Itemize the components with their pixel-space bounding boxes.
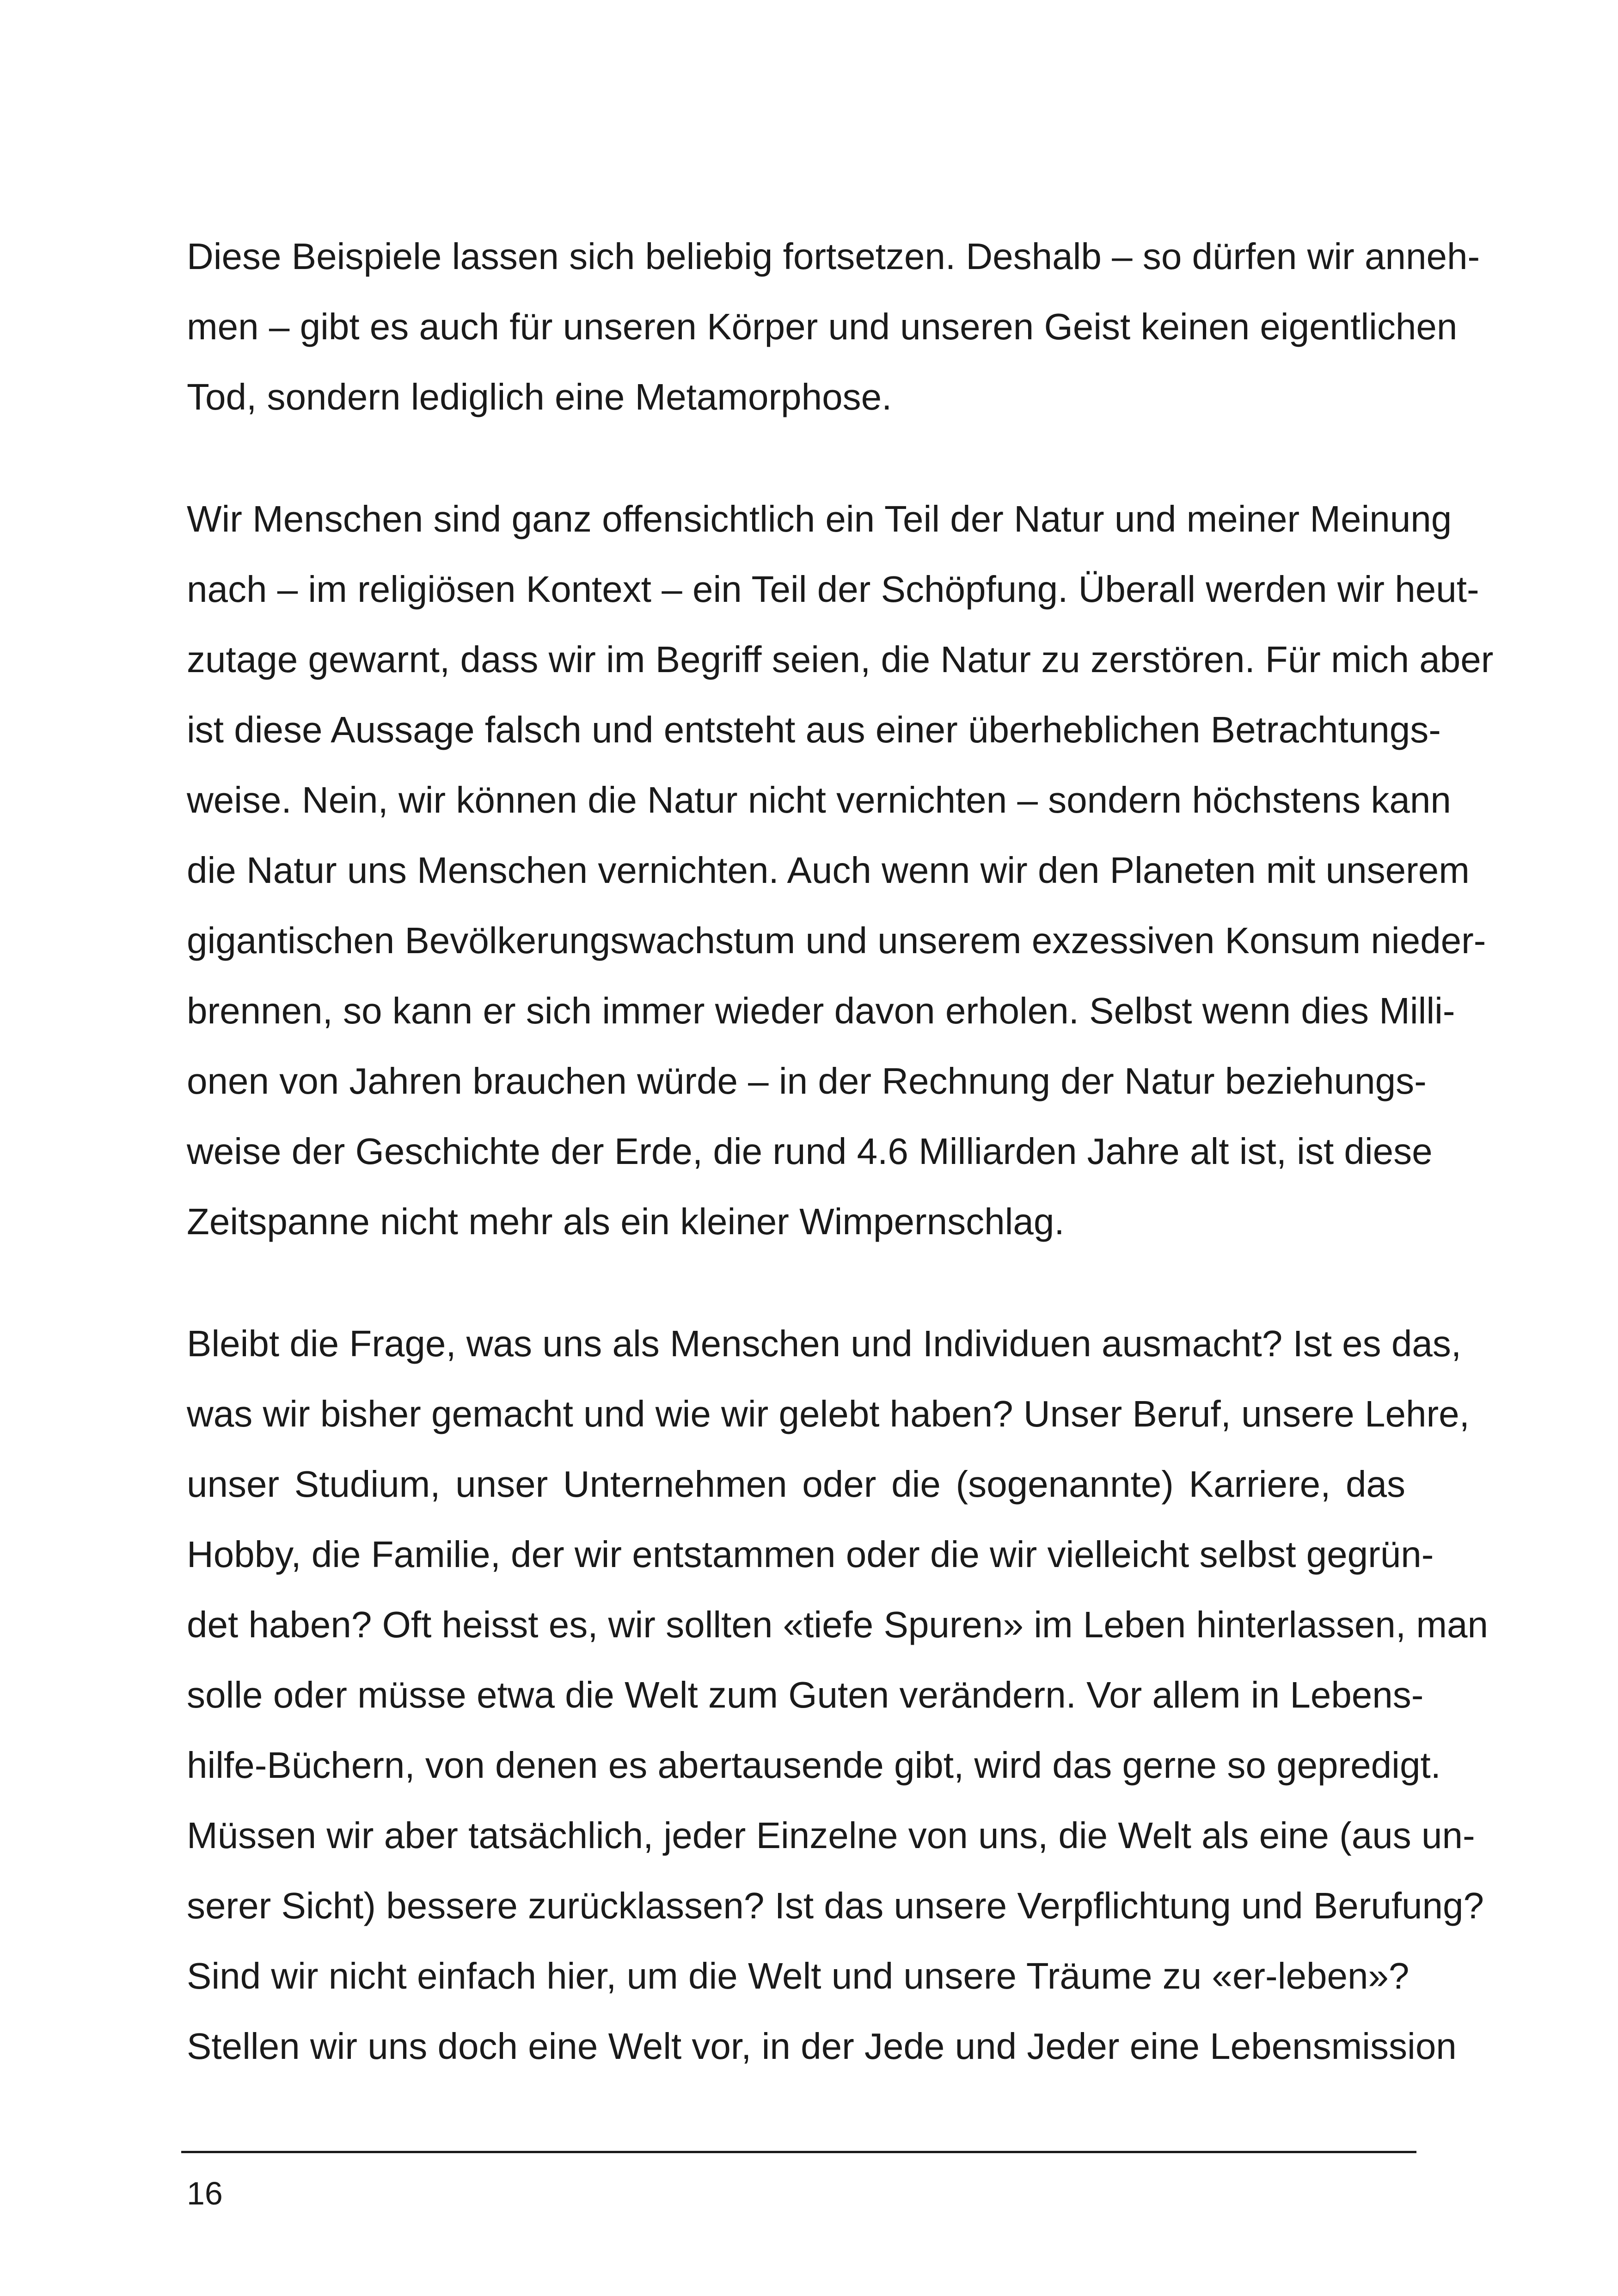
text-line: unser Studium, unser Unternehmen oder die (sogenannte) Karriere, das <box>187 1463 1405 1505</box>
text-line: Zeitspanne nicht mehr als ein kleiner Wimpernschlag. <box>187 1201 1065 1242</box>
text-line: Wir Menschen sind ganz offensichtlich ein Teil der Natur und meiner Meinung <box>187 498 1452 539</box>
text-line: ist diese Aussage falsch und entsteht aus einer überheblichen Betrachtungs- <box>187 709 1441 750</box>
text-line: weise der Geschichte der Erde, die rund 4.6 Milliarden Jahre alt ist, ist diese <box>187 1131 1433 1172</box>
text-line: Hobby, die Familie, der wir entstammen oder die wir vielleicht selbst gegrün- <box>187 1534 1434 1575</box>
text-line: weise. Nein, wir können die Natur nicht vernichten – sondern höchstens kann <box>187 779 1451 820</box>
text-line: Sind wir nicht einfach hier, um die Welt und unsere Träume zu «er-leben»? <box>187 1955 1410 1996</box>
text-line: solle oder müsse etwa die Welt zum Guten verändern. Vor allem in Lebens- <box>187 1674 1424 1715</box>
text-line: zutage gewarnt, dass wir im Begriff seien, die Natur zu zerstören. Für mich aber <box>187 639 1494 680</box>
paragraph-1 <box>187 233 1480 444</box>
text-line: Tod, sondern lediglich eine Metamorphose. <box>187 376 892 417</box>
text-line: die Natur uns Menschen vernichten. Auch wenn wir den Planeten mit unserem <box>187 850 1470 891</box>
text-line: men – gibt es auch für unseren Körper und unseren Geist keinen eigentlichen <box>187 306 1458 347</box>
page-number: 16 <box>187 2175 223 2211</box>
footer-rule <box>181 2151 1416 2153</box>
text-line: Diese Beispiele lassen sich beliebig fortsetzen. Deshalb – so dürfen wir anneh- <box>187 236 1480 277</box>
paragraph-3 <box>187 1321 1488 2094</box>
text-line: nach – im religiösen Kontext – ein Teil der Schöpfung. Überall werden wir heut- <box>187 569 1479 610</box>
text-line: hilfe-Büchern, von denen es abertausende gibt, wird das gerne so gepredigt. <box>187 1745 1441 1786</box>
text-line: onen von Jahren brauchen würde – in der Rechnung der Natur beziehungs- <box>187 1060 1427 1102</box>
text-line: gigantischen Bevölkerungswachstum und unserem exzessiven Konsum nieder- <box>187 920 1486 961</box>
text-line: det haben? Oft heisst es, wir sollten «tiefe Spuren» im Leben hinterlassen, man <box>187 1604 1488 1645</box>
text-line: serer Sicht) bessere zurücklassen? Ist das unsere Verpflichtung und Berufung? <box>187 1885 1484 1926</box>
text-line: Bleibt die Frage, was uns als Menschen und Individuen ausmacht? Ist es das, <box>187 1323 1462 1364</box>
text-line: was wir bisher gemacht und wie wir gelebt haben? Unser Beruf, unsere Lehre, <box>187 1393 1470 1434</box>
text-line: brennen, so kann er sich immer wieder davon erholen. Selbst wenn dies Milli- <box>187 990 1455 1031</box>
paragraph-2 <box>187 496 1494 1269</box>
text-line: Stellen wir uns doch eine Welt vor, in der Jede und Jeder eine Lebensmission <box>187 2026 1457 2067</box>
body-text <box>187 233 1494 2145</box>
text-line: Müssen wir aber tatsächlich, jeder Einzelne von uns, die Welt als eine (aus un- <box>187 1815 1475 1856</box>
